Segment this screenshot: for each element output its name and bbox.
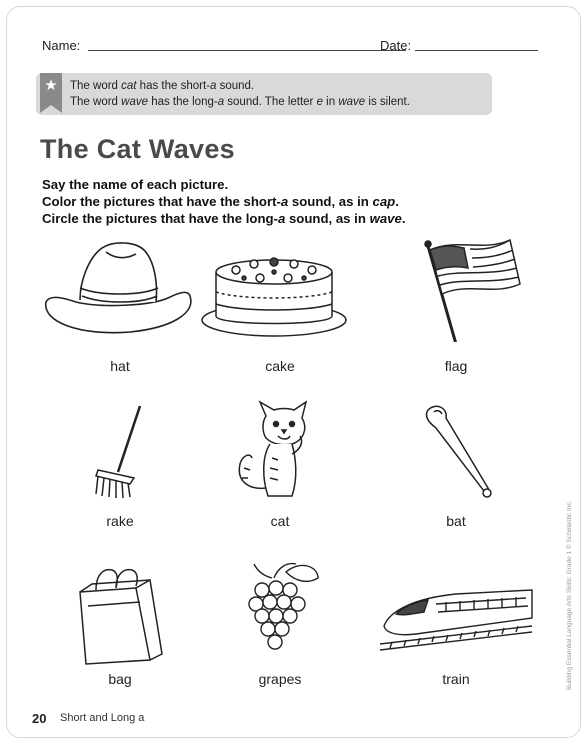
rake-picture (40, 398, 200, 508)
picture-cake[interactable] (200, 232, 360, 374)
instruction-2: Color the pictures that have the short-a sound, as in cap. (42, 194, 399, 209)
train-picture (376, 556, 536, 666)
tip-box (36, 73, 492, 115)
cat-picture (200, 398, 360, 508)
name-label: Name: (42, 38, 81, 53)
picture-label: hat (110, 358, 130, 374)
instruction-1: Say the name of each picture. (42, 177, 229, 192)
picture-rake[interactable] (40, 398, 200, 528)
picture-train[interactable] (376, 556, 536, 686)
picture-label: cat (270, 513, 290, 529)
picture-bag[interactable] (40, 556, 200, 686)
bag-picture (40, 556, 200, 666)
picture-hat[interactable] (40, 232, 200, 374)
tip-line-1: The word cat has the short-a sound. (70, 80, 255, 92)
picture-grapes[interactable] (200, 556, 360, 686)
date-field[interactable] (415, 50, 538, 51)
flag-picture (376, 232, 536, 342)
picture-label: rake (106, 513, 134, 529)
picture-label: flag (444, 358, 468, 374)
picture-label: grapes (258, 671, 302, 687)
ribbon-icon (40, 73, 62, 105)
hat-picture (40, 232, 200, 342)
name-date-row (42, 38, 538, 56)
picture-label: bag (108, 671, 132, 687)
instruction-3: Circle the pictures that have the long-a sound, as in wave. (42, 211, 406, 226)
picture-flag[interactable] (376, 232, 536, 374)
tip-line-2: The word wave has the long-a sound. The letter e in wave is silent. (70, 96, 410, 108)
picture-label: bat (446, 513, 466, 529)
footer-section: Short and Long a (60, 712, 145, 724)
grapes-picture (200, 556, 360, 666)
star-icon: ★ (44, 77, 58, 94)
cake-picture (200, 232, 360, 342)
picture-label: cake (265, 358, 295, 374)
page-title: The Cat Waves (40, 134, 235, 164)
copyright-credit: Building Essential Language Arts Skills: Grade 1 © Scholastic Inc. (566, 500, 573, 690)
bat-picture (376, 398, 536, 508)
picture-bat[interactable] (376, 398, 536, 528)
page-number: 20 (32, 711, 47, 726)
date-label: Date: (380, 38, 412, 53)
name-field[interactable] (88, 50, 406, 51)
picture-label: train (442, 671, 470, 687)
picture-cat[interactable] (200, 398, 360, 528)
